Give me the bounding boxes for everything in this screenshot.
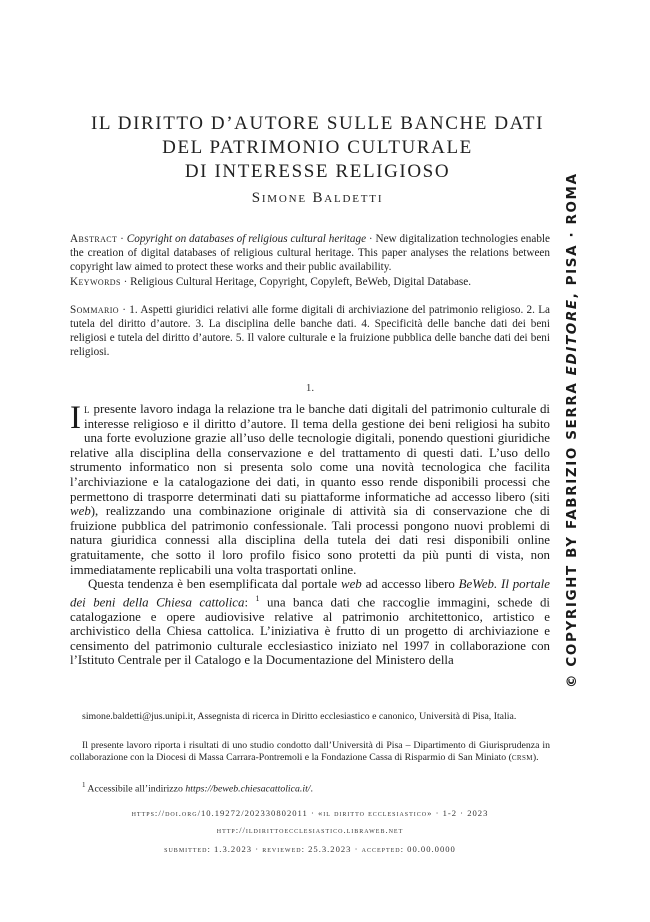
paragraph-2-text-c: : <box>244 595 256 610</box>
paragraph-1-web: web <box>70 504 91 519</box>
abstract-separator: · <box>117 233 127 245</box>
paragraph-1-text-a: presente lavoro indaga la relazione tra le banche dati digitali del patrimonio culturale di interesse religioso e il diritto d’autore. Il tema della gestione dei beni religiosi ha subito una forte evoluzione grazie all’uso delle tecnologie digitali, ponendo questioni giuridiche relative alla disciplina della conservazione e del trattamento di questi dati. L’uso dello strumento informatico non si presenta solo come una novità tecnologica che facilita l’archiviazione e la catalogazione dei dati, in quanto esso rende disponibili processi che permettono di trasporre determinati dati su piattaforme informatiche ad accesso libero (siti <box>70 402 550 504</box>
project-footnote <box>70 740 550 764</box>
project-note-text-b: ). <box>532 752 539 764</box>
author-footnote: simone.baldetti@jus.unipi.it, Assegnista di ricerca in Diritto ecclesiastico e canonico, Università di Pisa, Italia. <box>82 711 517 722</box>
sommario-text: · 1. Aspetti giuridici relativi alle forme digitali di archiviazione del patrimonio religioso. 2. La tutela del diritto d’autore. 3. La disciplina delle banche dati. 4. Specificità delle banche dati dei beni religiosi e tutela del diritto d’autore. 5. Il valore culturale e la fruizione pubblica delle banche dati dei beni religiosi. <box>70 304 550 358</box>
footnote-1-end: . <box>310 783 313 795</box>
project-note-abbr: crsm <box>511 752 533 764</box>
abstract-label: Abstract <box>70 233 118 245</box>
paragraph-1-start: l <box>84 402 90 416</box>
abstract-english-title: Copyright on databases of religious cultural heritage <box>126 233 367 245</box>
title-line-2: DEL PATRIMONIO CULTURALE <box>162 137 473 158</box>
paragraph-2-text-b: ad accesso libero <box>361 577 459 592</box>
sommario-label: Sommario <box>70 304 119 316</box>
paragraph-1-text-b: ), realizzando una combinazione originale di attività sia di conservazione che di fruizione pubblica del patrimonio confessionale. Tali processi pongono nuovi problemi di natura giuridica connessi alla disciplina della tutela dei dati resi disponibili online gratuitamente, che sotto il loro profilo fisico sono protetti da più punti di vista, non immediatamente replicabili una volta trasportati online. <box>70 504 550 577</box>
footnote-1-number: 1 <box>82 781 86 789</box>
journal-url-line[interactable]: http://ildirittoecclesiastico.libraweb.net <box>216 825 404 835</box>
body-text <box>70 402 550 668</box>
sommario <box>70 303 550 359</box>
doi-line[interactable]: https://doi.org/10.19272/202330802011 · «il diritto ecclesiastico» · 1-2 · 2023 <box>131 808 489 818</box>
title-line-1: IL DIRITTO D’AUTORE SULLE BANCHE DATI <box>90 113 545 134</box>
copyright-suffix: , PISA · ROMA <box>564 172 580 299</box>
abstract <box>70 232 550 274</box>
submission-dates-line: submitted: 1.3.2023 · reviewed: 25.3.2023 · accepted: 00.00.0000 <box>164 844 456 854</box>
drop-cap: I <box>70 400 81 436</box>
paragraph-2-web: web <box>340 577 362 592</box>
paragraph-2-text-d: una banca dati che raccoglie immagini, schede di catalogazione e opere audiovisive relative al patrimonio architettonico, artistico e archivistico della Chiesa cattolica. L’iniziativa è frutto di un progetto di archiviazione e censimento del patrimonio culturale ecclesiastico iniziato nel 1997 in collaborazione con l’Istituto Centrale per il Catalogo e la Documentazione del Ministero della <box>70 595 550 668</box>
footnote-reference-1[interactable]: 1 <box>255 593 260 603</box>
abstract-text: · New digitalization technologies enable the creation of digital databases of religious cultural heritage. This paper analyses the relations between copyright law aimed to protect these works and their public availability. <box>70 233 550 273</box>
copyright-editore: EDITORE <box>564 298 580 376</box>
paragraph-2-portal-name: BeWeb. Il portale dei beni della Chiesa cattolica <box>70 577 550 610</box>
keywords <box>70 275 550 289</box>
keywords-text: · Religious Cultural Heritage, Copyright, Copyleft, BeWeb, Digital Database. <box>120 276 472 288</box>
footnote-1-text: Accessibile all’indirizzo <box>87 783 186 795</box>
paragraph-2 <box>70 577 550 668</box>
article-title <box>60 112 575 184</box>
author-name: Simone Baldetti <box>251 190 384 206</box>
section-number: 1. <box>305 382 315 394</box>
keywords-label: Keywords <box>70 276 121 288</box>
copyright-prefix: © COPYRIGHT BY FABRIZIO SERRA <box>564 375 580 688</box>
project-note-text-a: Il presente lavoro riporta i risultati di uno studio condotto dall’Università di Pisa – Dipartimento di Giurisprudenza in collaborazione con la Diocesi di Massa Carrara-Pontremoli e la Fondazione Cassa di Risparmio di San Miniato ( <box>70 740 550 764</box>
title-line-3: DI INTERESSE RELIGIOSO <box>184 161 451 182</box>
footnote-1 <box>70 779 550 795</box>
footnote-1-url[interactable]: https://beweb.chiesacattolica.it/ <box>185 783 311 795</box>
paragraph-1 <box>70 402 550 577</box>
paragraph-2-text-a: Questa tendenza è ben esemplificata dal portale <box>88 577 341 592</box>
copyright-notice <box>564 172 588 688</box>
